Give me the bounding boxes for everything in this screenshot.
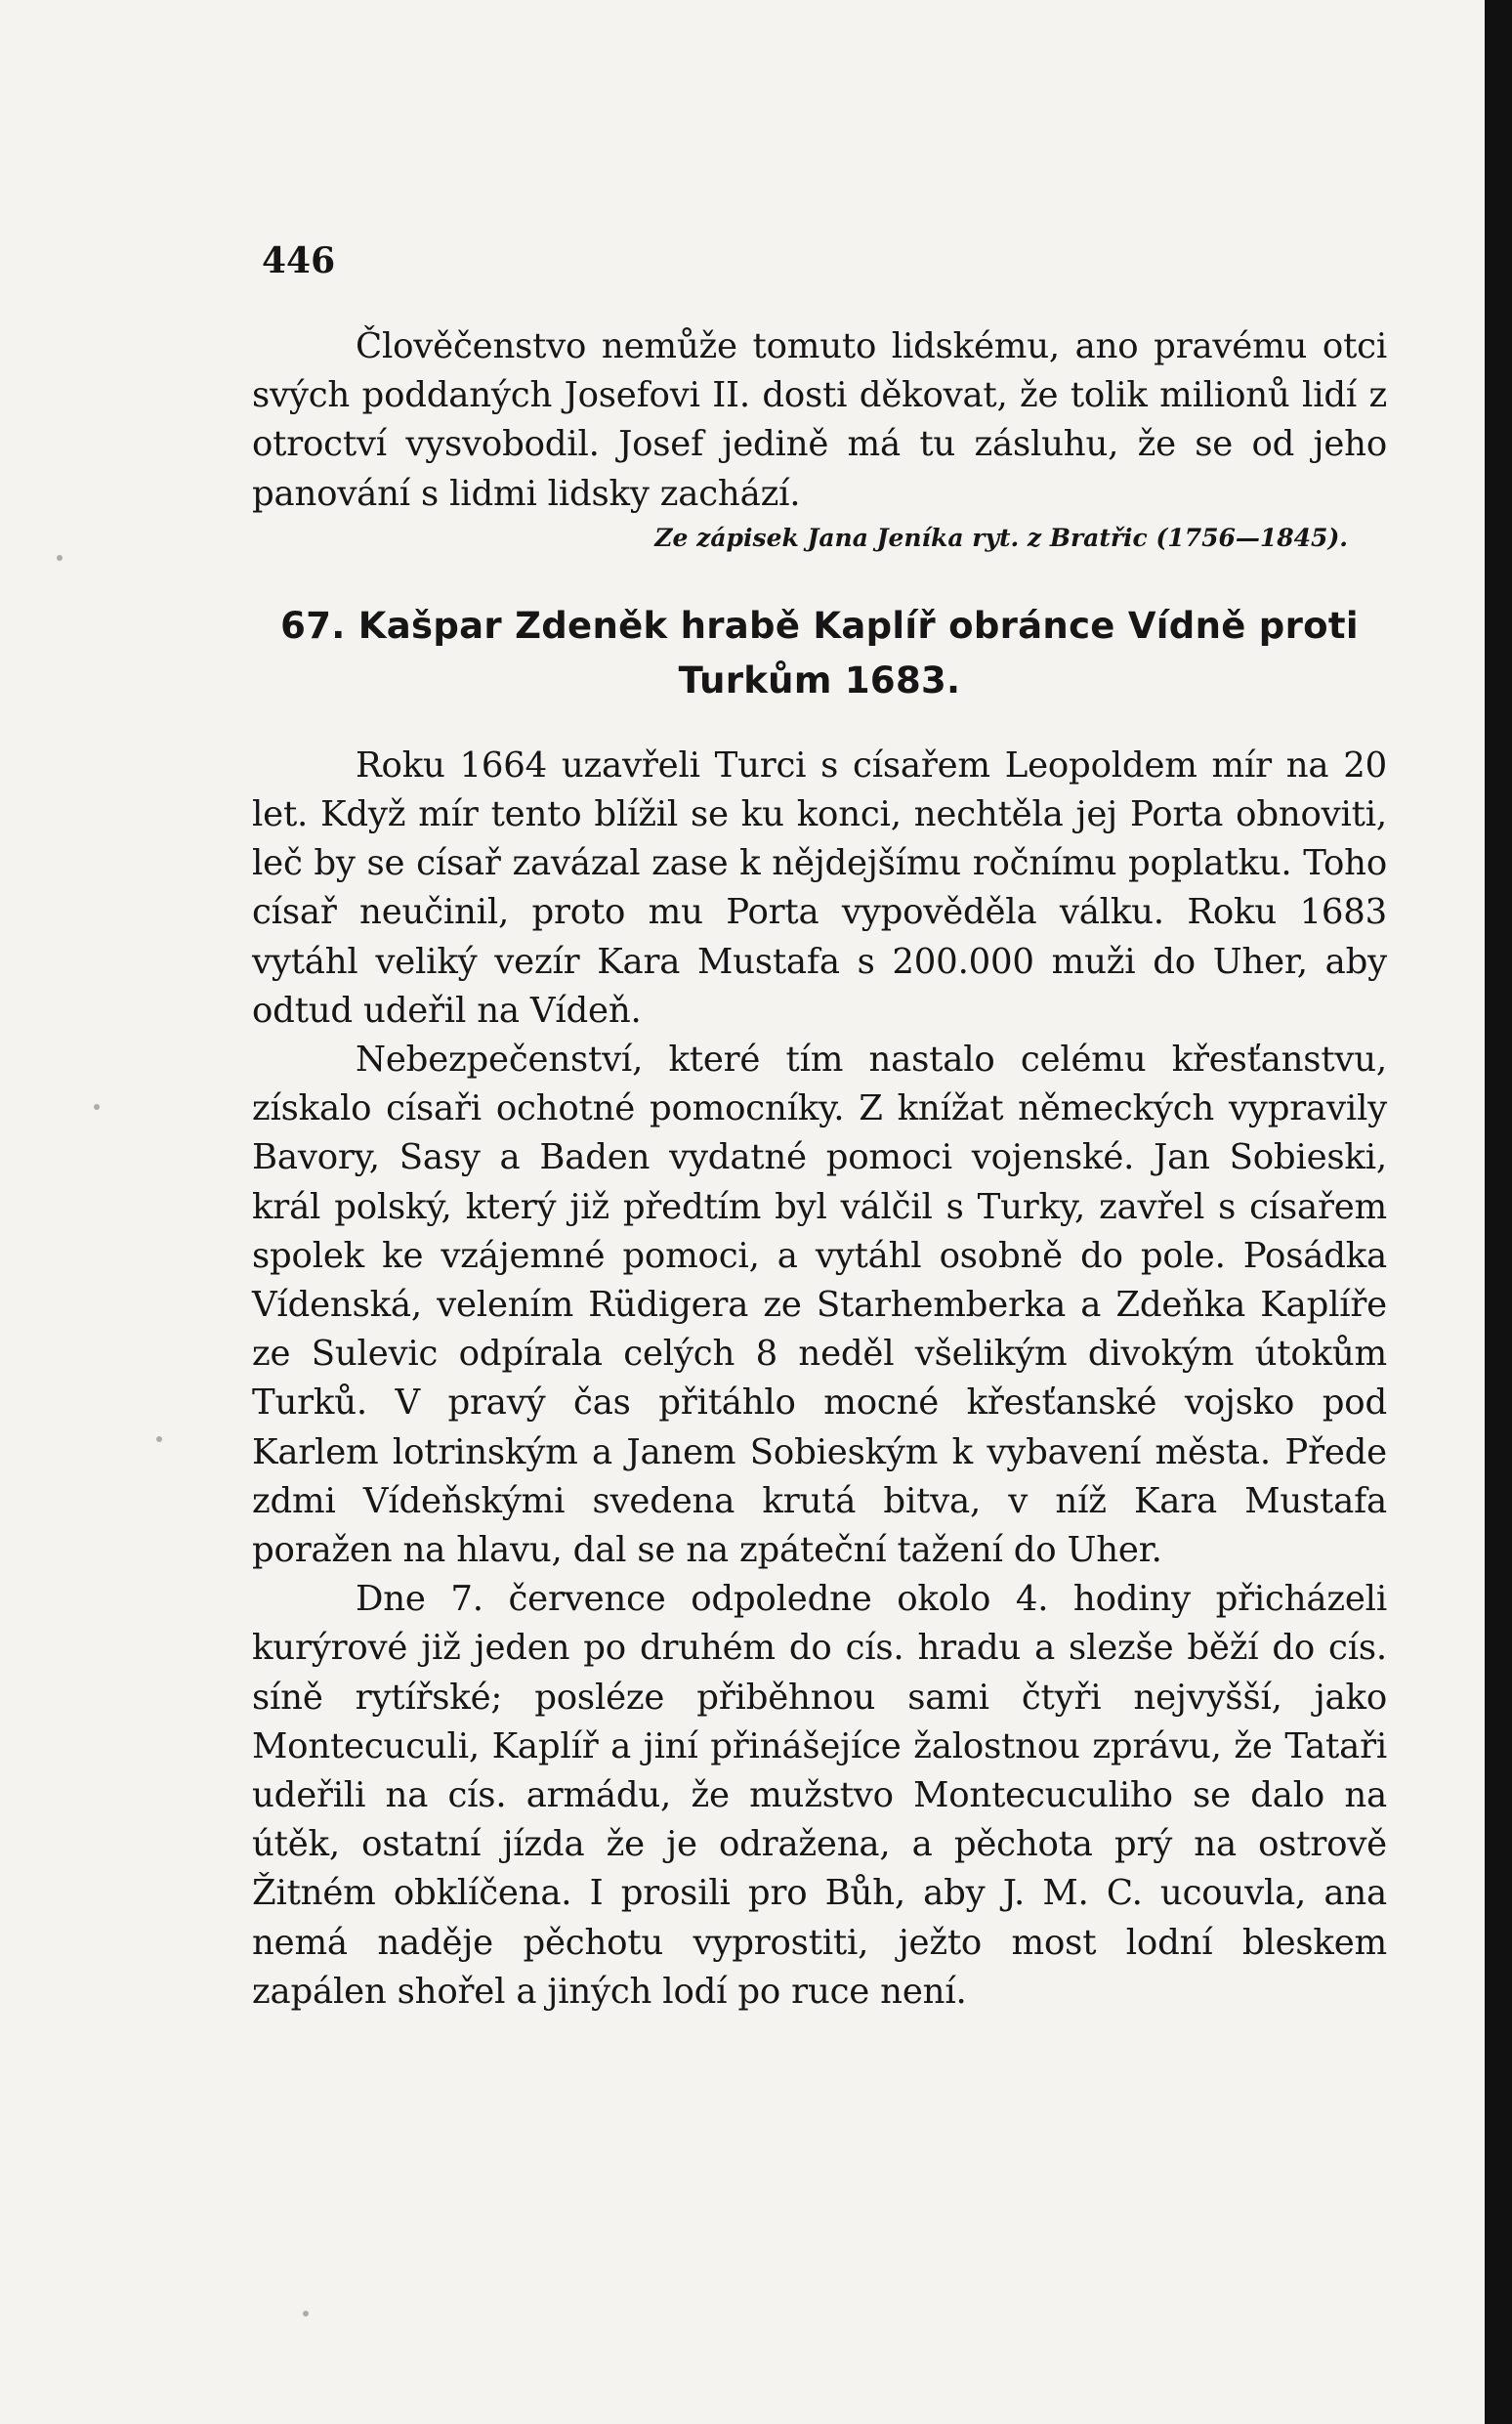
paragraph-2: Nebezpečenství, které tím nastalo celému křesťanstvu, získalo císaři ochotné pomocníky. Z knížat německých vypravily Bavory, Sasy a Baden vydatné pomoci vojenské. Jan Sobieski, král polský, který již předtím byl válčil s Turky, zavřel s císařem spolek ke vzájemné pomoci, a vytáhl osobně do pole. Posádka Vídenská, velením Rüdigera ze Starhemberka a Zdeňka Kaplíře ze Sulevic odpírala celých 8 neděl všelikým divokým útokům Turků. V pravý čas přitáhlo mocné křesťanské vojsko pod Karlem lotrinským a Janem Sobieským k vybavení města. Přede zdmi Vídeňskými svedena krutá bitva, v níž Kara Mustafa poražen na hlavu, dal se na zpáteční tažení do Uher.	[252, 1040, 1387, 1571]
source-note: Ze zápisek Jana Jeníka ryt. z Bratřic (1756—1845).	[654, 523, 1348, 552]
paragraph-1: Roku 1664 uzavřeli Turci s císařem Leopoldem mír na 20 let. Když mír tento blížil se ku konci, nechtěla jej Porta obnoviti, leč by se císař zavázal zase k nějdejšímu ročnímu poplatku. Toho císař neučinil, proto mu Porta vypověděla válku. Roku 1683 vytáhl veliký vezír Kara Mustafa s 200.000 muži do Uher, aby odtud udeřil na Vídeň.	[252, 744, 1387, 1031]
section-heading: 67. Kašpar Zdeněk hrabě Kaplíř obránce Vídně proti Turkům 1683.	[280, 604, 1359, 702]
page-text	[252, 322, 1387, 2017]
paper-speck	[94, 1104, 100, 1110]
intro-paragraph: Člověčenstvo nemůže tomuto lidskému, ano pravému otci svých poddaných Josefovi II. dosti děkovat, že tolik milionů lidí z otroctví vysvobodil. Josef jedině má tu zásluhu, že se od jeho panování s lidmi lidsky zachází.	[252, 326, 1387, 514]
paper-speck	[156, 1436, 162, 1442]
page-edge-shadow	[1485, 0, 1512, 2424]
paragraph-3: Dne 7. července odpoledne okolo 4. hodiny přicházeli kurýrové již jeden po druhém do cís. hradu a slezše běží do cís. síně rytířské; posléze přiběhnou sami čtyři nejvyšší, jako Montecuculi, Kaplíř a jiní přinášejíce žalostnou zprávu, že Tataři udeřili na cís. armádu, že mužstvo Montecuculiho se dalo na útěk, ostatní jízda že je odražena, a pěchota prý na ostrově Žitném obklíčena. I prosili pro Bůh, aby J. M. C. ucouvla, ana nemá naděje pěchotu vyprostiti, ježto most lodní bleskem zapálen shořel a jiných lodí po ruce není.	[252, 1579, 1387, 2012]
paper-speck	[57, 555, 63, 561]
paper-speck	[303, 2311, 309, 2317]
page-number: 446	[262, 240, 336, 281]
